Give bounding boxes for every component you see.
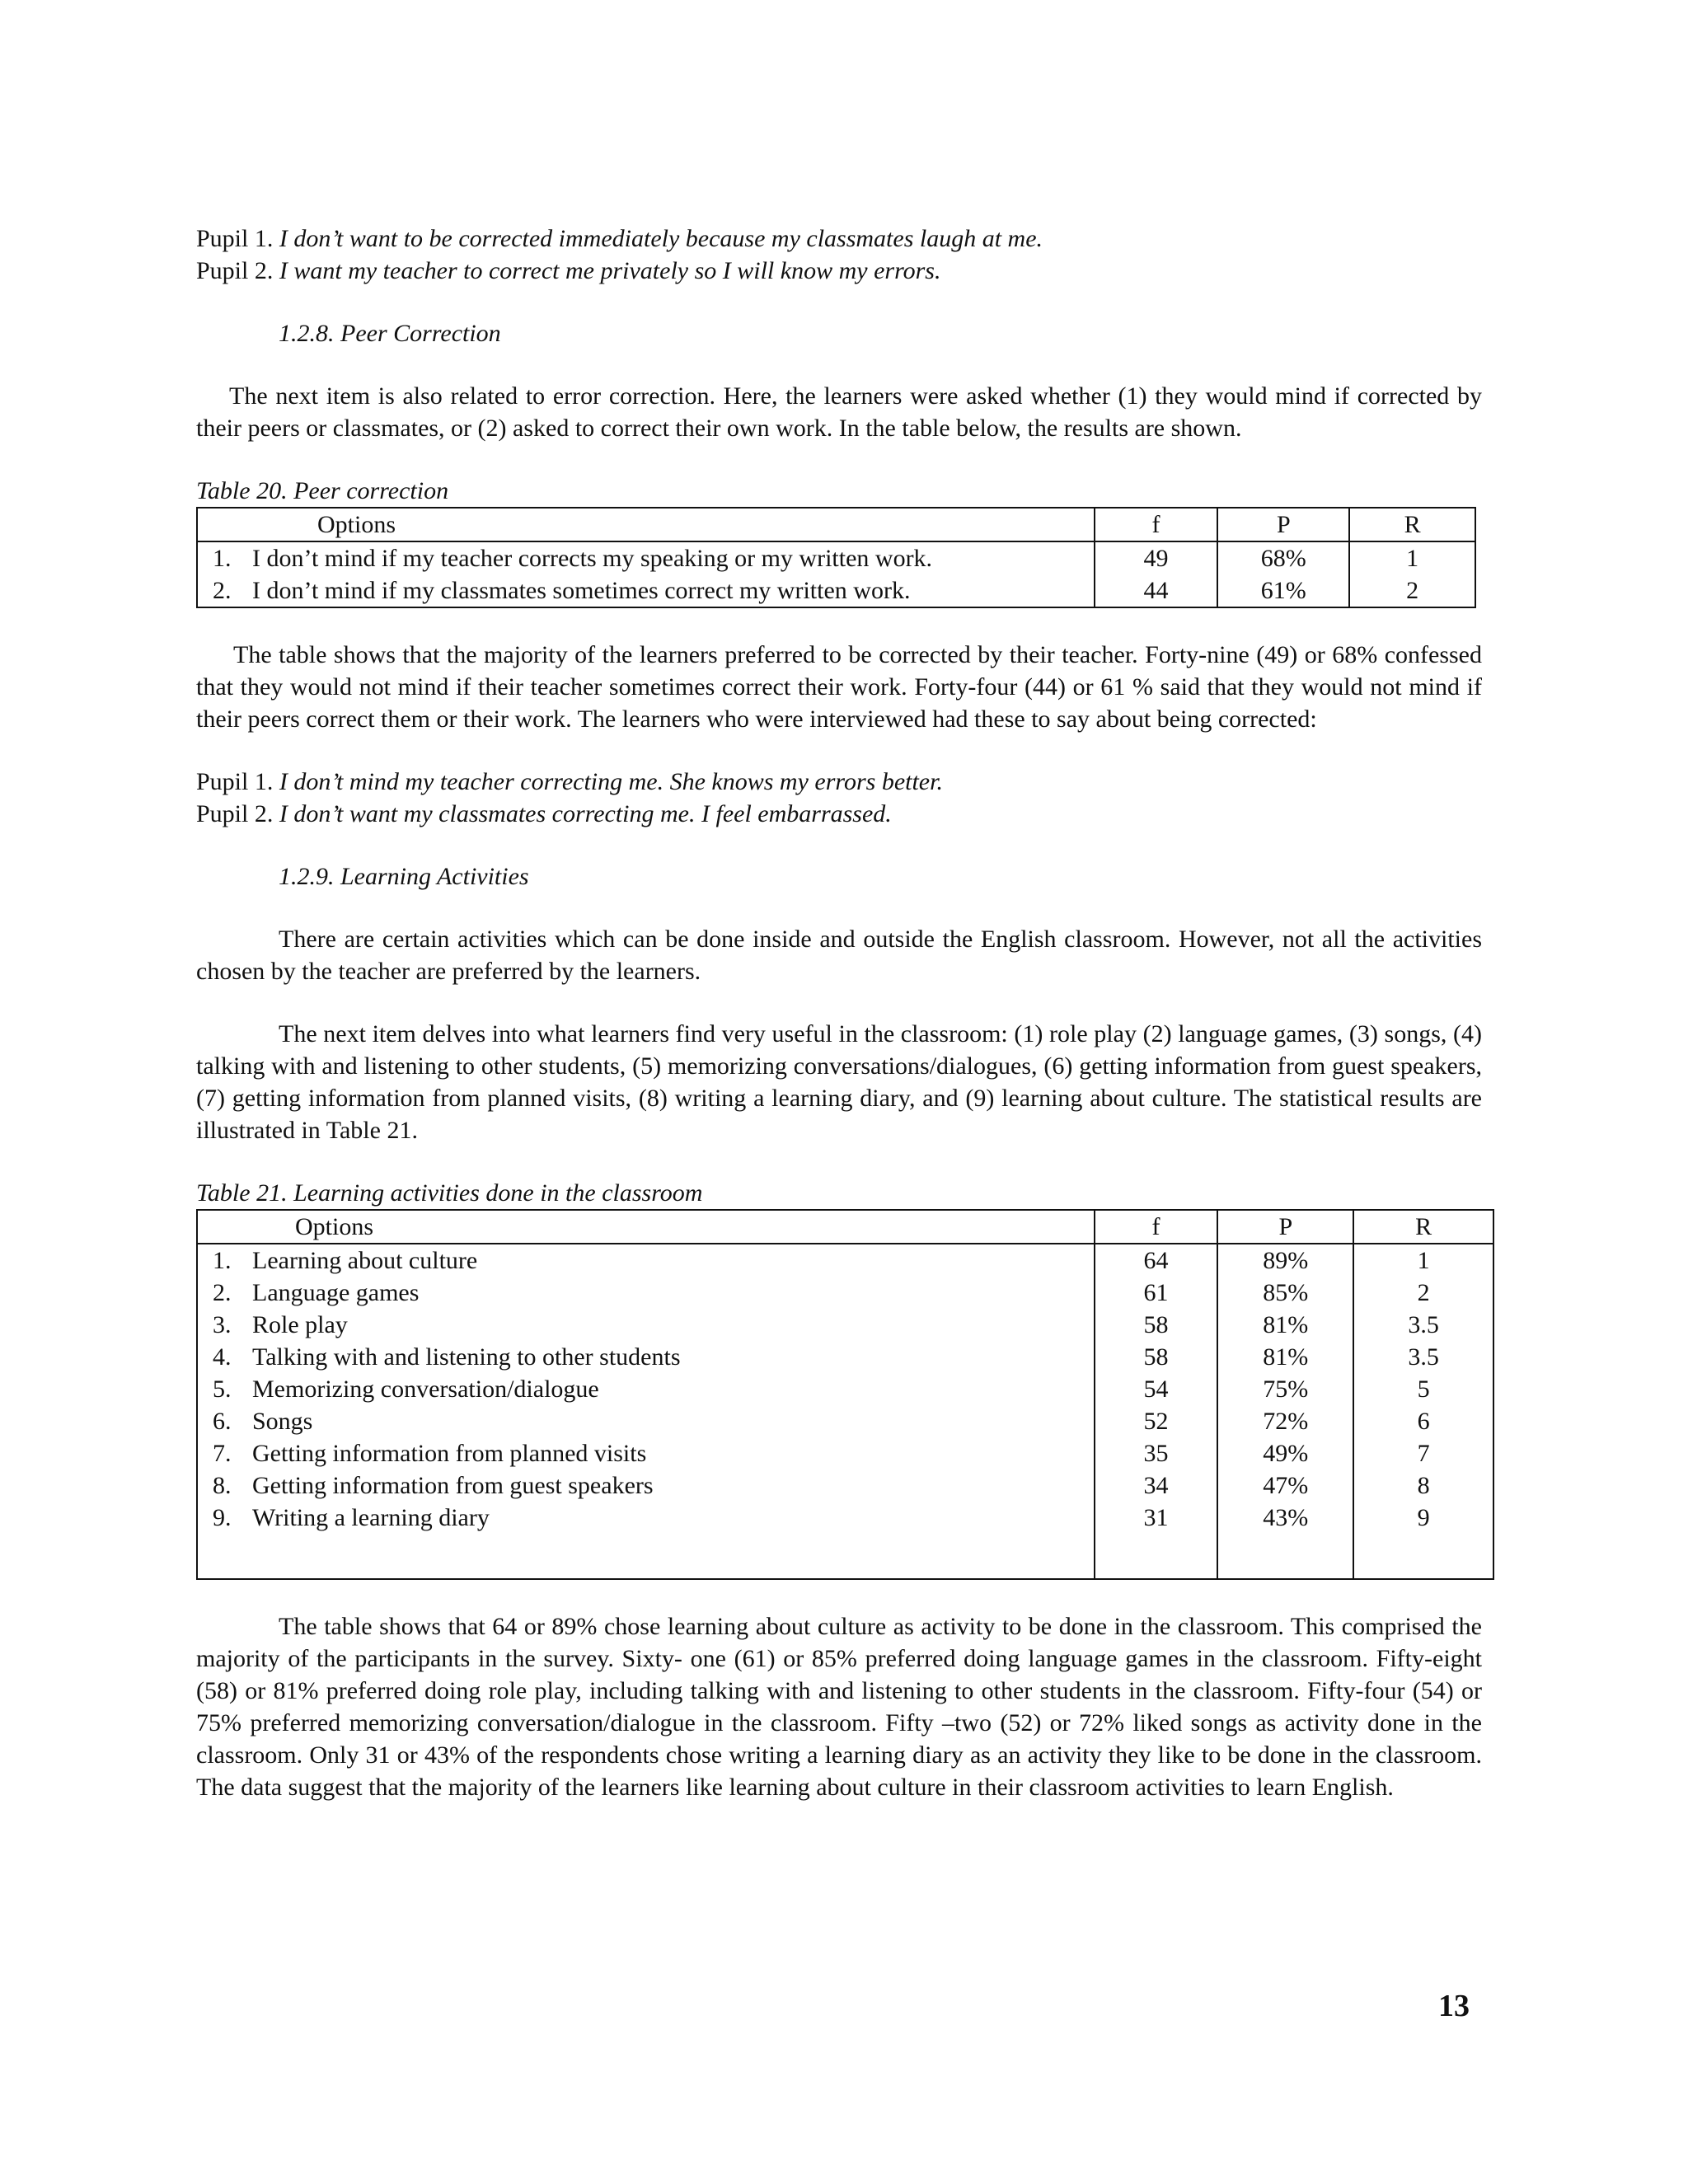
table21-header-row xyxy=(197,1210,1493,1244)
table20 xyxy=(196,507,1476,608)
table20-caption: Table 20. Peer correction xyxy=(196,477,449,504)
table-row: 3. Role play 58 81% 3.5 xyxy=(197,1309,1493,1341)
paragraph-peer-correction-intro: The next item is also related to error correction. Here, the learners were asked whether (1) they would mind if corrected by their peers or classmates, or (2) asked to correct their own work. In the table below, the results are shown. xyxy=(196,382,1482,442)
quote-mid-1 xyxy=(196,766,1482,798)
quote-top-1 xyxy=(196,223,1482,255)
table-row: 2. Language games 61 85% 2 xyxy=(197,1277,1493,1309)
table-row: 4. Talking with and listening to other students 58 81% 3.5 xyxy=(197,1341,1493,1373)
quote-text: I don’t want my classmates correcting me. I feel embarrassed. xyxy=(279,800,892,827)
document-page xyxy=(196,223,1482,1803)
table21-caption: Table 21. Learning activities done in the classroom xyxy=(196,1179,703,1207)
table20-header-f: f xyxy=(1095,508,1218,541)
table-row: 5. Memorizing conversation/dialogue 54 75% 5 xyxy=(197,1373,1493,1405)
quote-text: I don’t mind my teacher correcting me. She knows my errors better. xyxy=(279,768,943,795)
paragraph-table20-discussion: The table shows that the majority of the learners preferred to be corrected by their teacher. Forty-nine (49) or 68% confessed that they would not mind if their teacher sometimes correct their work. Forty-four (44) or 61 % said that they would not mind if their peers correct them or their work. The learners who were interviewed had these to say about being corrected: xyxy=(196,641,1482,733)
section-heading-learning-activities: 1.2.9. Learning Activities xyxy=(279,863,529,890)
quote-mid-2 xyxy=(196,798,1482,830)
table20-header-row xyxy=(197,508,1475,541)
table21-spacer-row xyxy=(197,1534,1493,1579)
table20-header-options: Options xyxy=(197,508,1095,541)
section-heading-peer-correction: 1.2.8. Peer Correction xyxy=(279,320,501,347)
quote-speaker: Pupil 1. xyxy=(196,225,274,252)
table21 xyxy=(196,1209,1494,1580)
table-row: 7. Getting information from planned visits 35 49% 7 xyxy=(197,1437,1493,1469)
paragraph-learning-activities-1: There are certain activities which can be done inside and outside the English classroom. However, not all the activities chosen by the teacher are preferred by the learners. xyxy=(196,926,1482,985)
quote-speaker: Pupil 1. xyxy=(196,768,274,795)
table21-header-r: R xyxy=(1353,1210,1493,1244)
quote-text: I want my teacher to correct me privately so I will know my errors. xyxy=(279,257,941,284)
table21-header-p: P xyxy=(1217,1210,1353,1244)
quote-speaker: Pupil 2. xyxy=(196,257,274,284)
table21-header-options: Options xyxy=(197,1210,1095,1244)
page-number: 13 xyxy=(1438,1989,1470,2023)
table-row: 8. Getting information from guest speakers 34 47% 8 xyxy=(197,1469,1493,1502)
table-row: 1. I don’t mind if my teacher corrects my speaking or my written work. 49 68% 1 xyxy=(197,541,1475,574)
paragraph-learning-activities-2: The next item delves into what learners find very useful in the classroom: (1) role play (2) language games, (3) songs, (4) talking with and listening to other students, (5) memorizing conversations/dialogues, (6) getting information from guest speakers, (7) getting information from planned visits, (8) writing a learning diary, and (9) learning about culture. The statistical results are illustrated in Table 21. xyxy=(196,1020,1482,1144)
table20-header-r: R xyxy=(1349,508,1475,541)
table21-body xyxy=(197,1244,1493,1579)
table21-header-f: f xyxy=(1095,1210,1218,1244)
table-row: 9. Writing a learning diary 31 43% 9 xyxy=(197,1502,1493,1534)
paragraph-table21-discussion: The table shows that 64 or 89% chose learning about culture as activity to be done in the classroom. This comprised the majority of the participants in the survey. Sixty- one (61) or 85% preferred doing language games in the classroom. Fifty-eight (58) or 81% preferred doing role play, including talking with and listening to other students in the classroom. Fifty-four (54) or 75% preferred memorizing conversation/dialogue in the classroom. Fifty –two (52) or 72% liked songs as activity done in the classroom. Only 31 or 43% of the respondents chose writing a learning diary as an activity they like to be done in the classroom. The data suggest that the majority of the learners like learning about culture in their classroom activities to learn English. xyxy=(196,1613,1482,1801)
table-row: 6. Songs 52 72% 6 xyxy=(197,1405,1493,1437)
table-row: 1. Learning about culture 64 89% 1 xyxy=(197,1244,1493,1277)
quote-speaker: Pupil 2. xyxy=(196,800,274,827)
table20-header-p: P xyxy=(1217,508,1349,541)
quote-text: I don’t want to be corrected immediately because my classmates laugh at me. xyxy=(279,225,1043,252)
table-row: 2. I don’t mind if my classmates sometimes correct my written work. 44 61% 2 xyxy=(197,574,1475,607)
quote-top-2 xyxy=(196,255,1482,287)
